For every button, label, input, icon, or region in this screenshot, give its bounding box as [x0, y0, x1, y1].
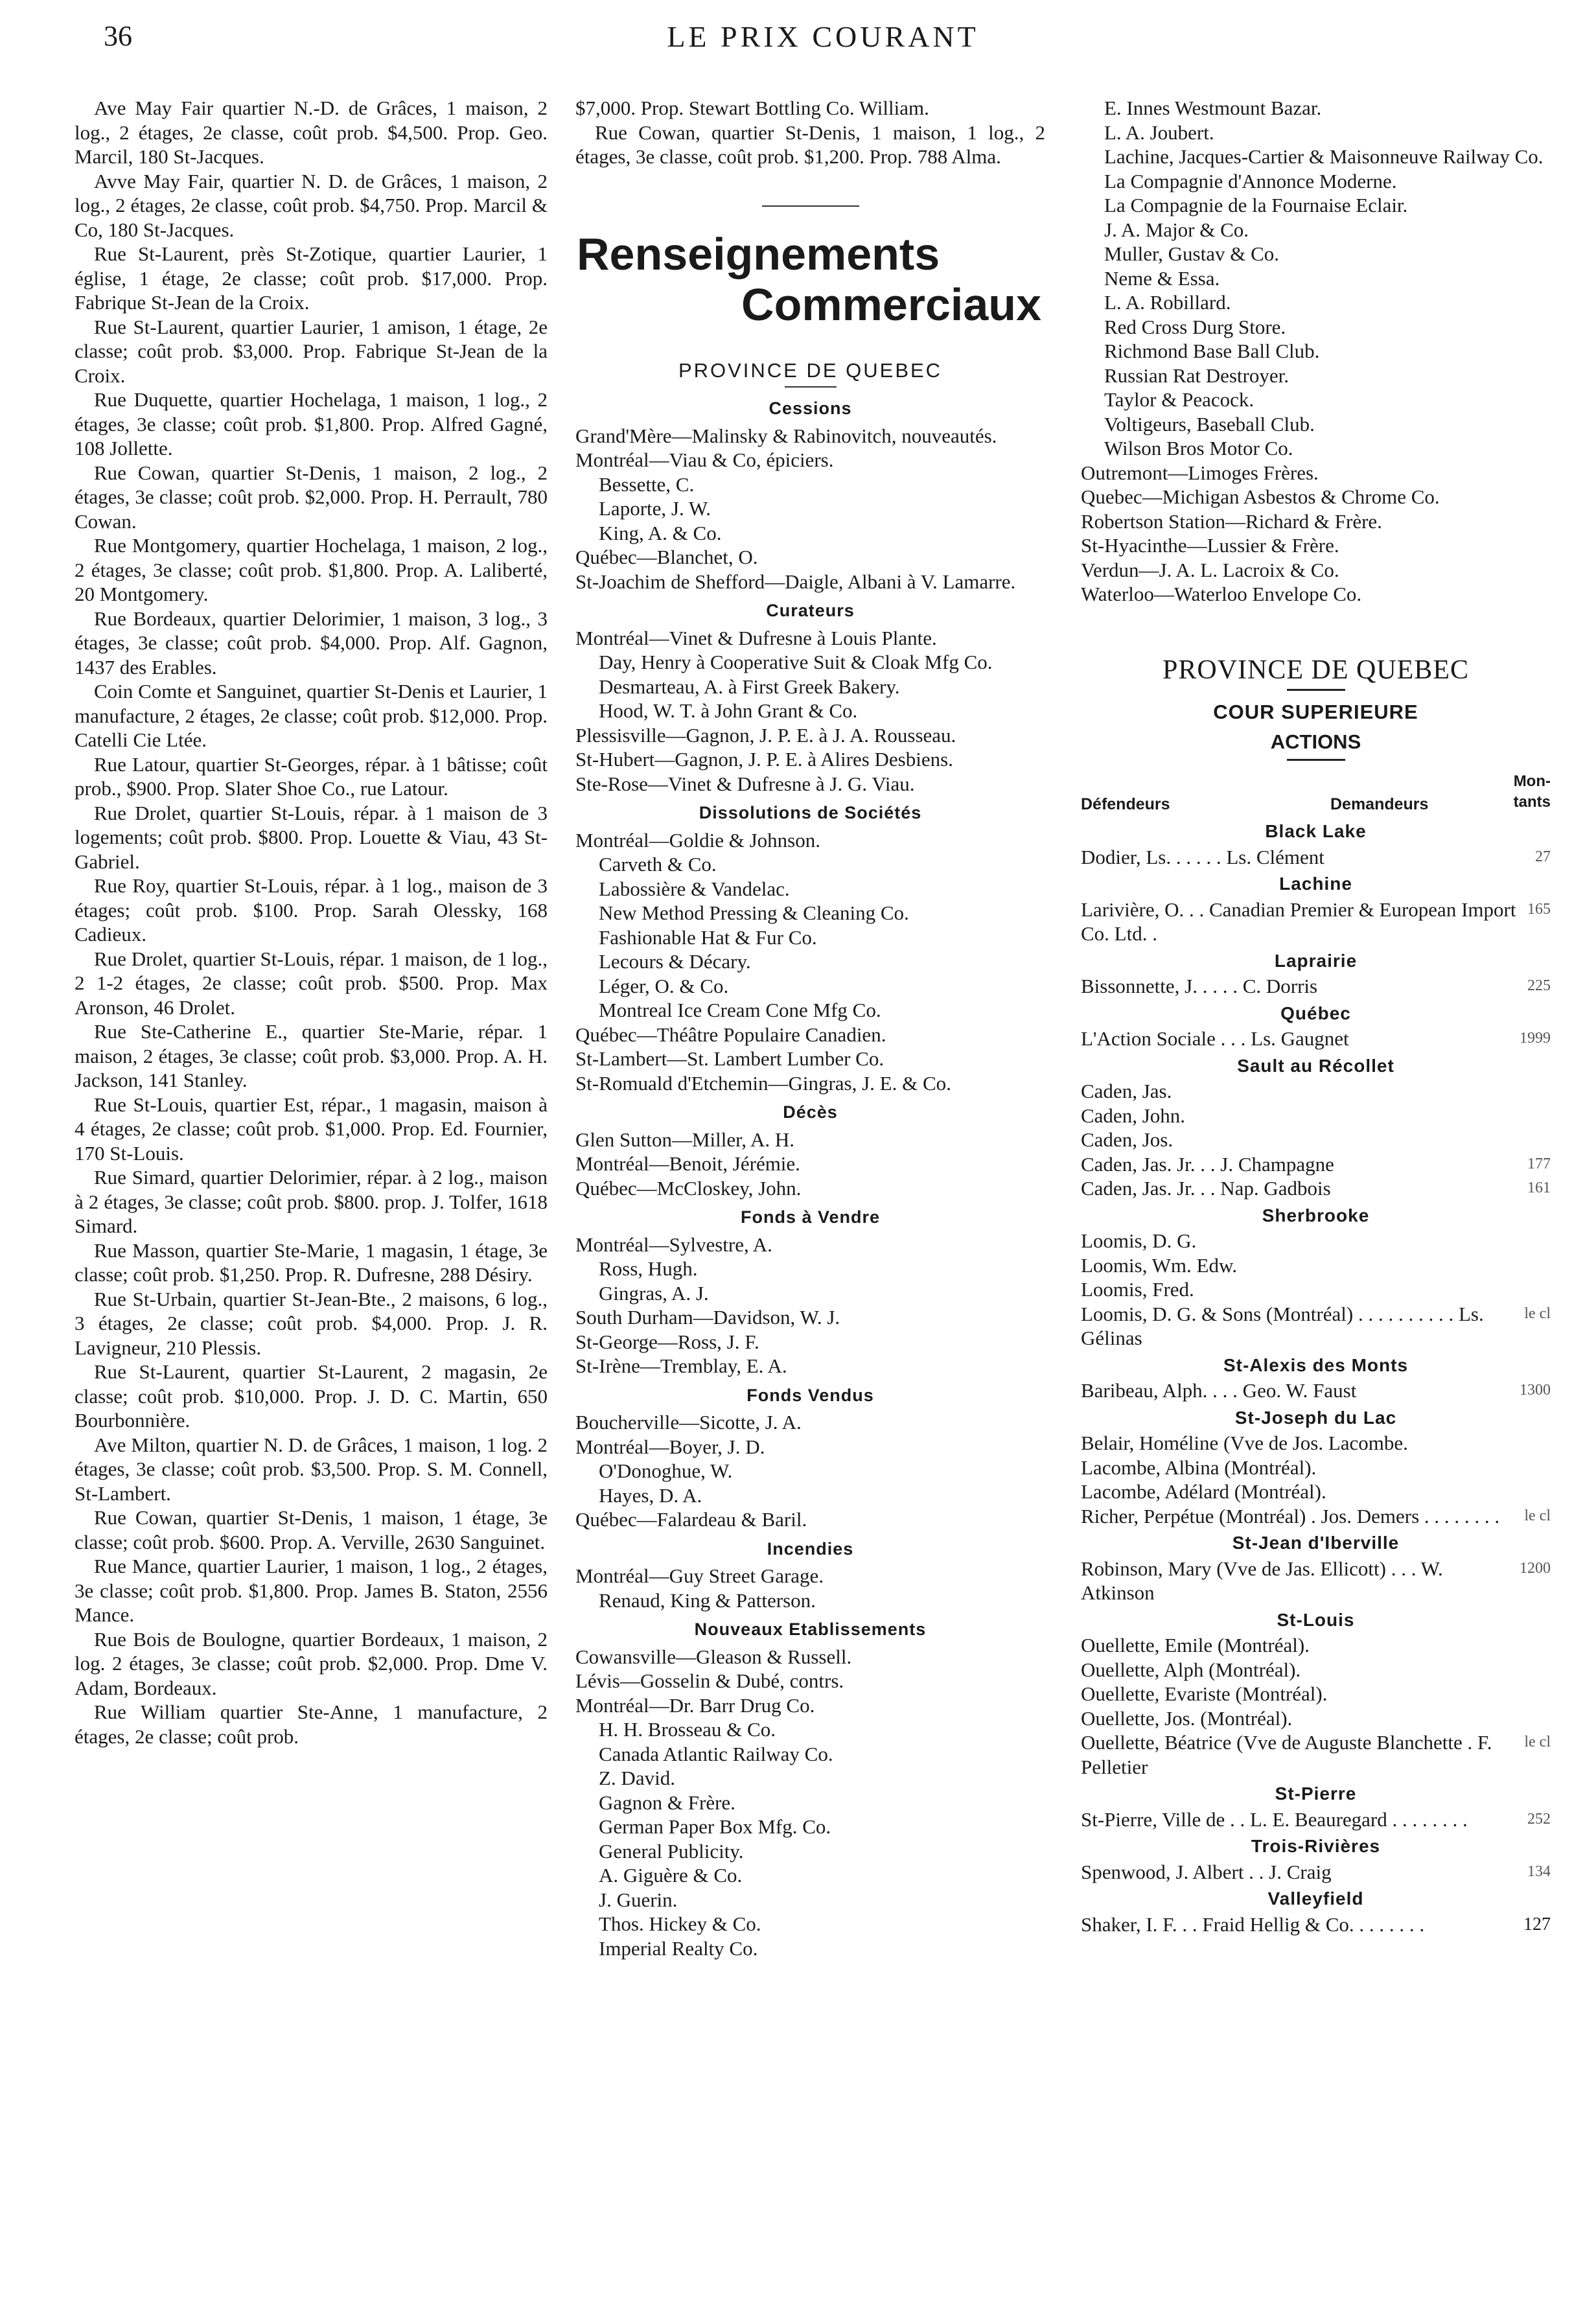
action-row	[1081, 1104, 1551, 1128]
notice-entry: Montréal—Benoit, Jérémie.	[575, 1152, 800, 1175]
permit-entry: Rue St-Laurent, quartier St-Laurent, 2 magasin, 2e classe; coût prob. $10,000. Prop. J. D. C. Martin, 650 Bourbonnière.	[75, 1360, 548, 1432]
permit-entry: Rue St-Louis, quartier Est, répar., 1 magasin, maison à 4 étages, 2e classe; coût prob. $1,000. Prop. Ed. Fournier, 170 St-Louis.	[75, 1093, 548, 1165]
notice-entry: Montréal—Dr. Barr Drug Co.	[575, 1693, 815, 1717]
action-parties: Belair, Homéline (Vve de Jos. Lacombe.	[1081, 1432, 1408, 1454]
notice-entry: Z. David.	[599, 1767, 675, 1789]
action-row	[1081, 1658, 1551, 1682]
notice-entry: Grand'Mère—Malinsky & Rabinovitch, nouveautés.	[575, 424, 997, 447]
category-heading: Nouveaux Etablissements	[694, 1620, 927, 1639]
action-parties: St-Pierre, Ville de . . L. E. Beauregard . . . . . . . .	[1081, 1807, 1468, 1831]
notice-entry: Montreal Ice Cream Cone Mfg Co.	[599, 999, 881, 1021]
permit-entry: Rue St-Laurent, quartier Laurier, 1 amison, 1 étage, 2e classe; coût prob. $3,000. Prop. Fabrique St-Jean de la Croix.	[75, 315, 548, 387]
permit-entry: Rue Ste-Catherine E., quartier Ste-Marie, répar. 1 maison, 2 étages, 3e classe; coût prob. $3,000. Prop. A. H. Jackson, 141 Stanley.	[75, 1020, 548, 1091]
notice-entry: Gingras, A. J.	[599, 1281, 709, 1305]
action-row	[1081, 1229, 1551, 1253]
notice-entry: Plessisville—Gagnon, J. P. E. à J. A. Rousseau.	[575, 723, 956, 747]
col-amounts: Mon- tants	[1513, 772, 1551, 811]
province-rule	[1287, 689, 1345, 691]
action-amount: 177	[1527, 1155, 1551, 1172]
permit-entry: Ave Milton, quartier N. D. de Grâces, 1 maison, 1 log. 2 étages, 3e classe; coût prob. $3,500. Prop. S. M. Connell, St-Lambert.	[75, 1433, 548, 1505]
actions-table-header	[1081, 771, 1551, 817]
place-heading: St-Pierre	[1275, 1783, 1357, 1804]
permit-entry: Rue St-Laurent, près St-Zotique, quartier Laurier, 1 église, 1 étage, 2e classe; coût prob. $17,000. Prop. Fabrique St-Jean de la Croix.	[75, 242, 548, 314]
permit-entry: Rue Cowan, quartier St-Denis, 1 maison, 1 étage, 3e classe; coût prob. $600. Prop. A. Verville, 2630 Sanguinet.	[75, 1506, 548, 1553]
notice-entry: Ste-Rose—Vinet & Dufresne à J. G. Viau.	[575, 772, 915, 795]
notice-entry: St-Hubert—Gagnon, J. P. E. à Alires Desbiens.	[575, 748, 953, 771]
permit-entry: Rue Cowan, quartier St-Denis, 1 maison, 2 log., 2 étages, 3e classe; coût prob. $2,000. Prop. H. Perrault, 780 Cowan.	[75, 461, 548, 533]
notice-entry: New Method Pressing & Cleaning Co.	[599, 901, 909, 924]
notice-entry: Taylor & Peacock.	[1104, 388, 1255, 411]
place-heading: Valleyfield	[1267, 1888, 1364, 1909]
commercial-sections	[575, 397, 1045, 1960]
permit-entry: Rue Bordeaux, quartier Delorimier, 1 maison, 3 log., 3 étages, 3e classe; coût prob. $4,000. Prop. Alf. Gagnon, 1437 des Erables.	[75, 607, 548, 679]
notice-entry: L. A. Joubert.	[1104, 121, 1214, 144]
notice-entry: Waterloo—Waterloo Envelope Co.	[1081, 583, 1362, 605]
category-heading: Fonds Vendus	[746, 1385, 874, 1405]
action-amount: le cl	[1524, 1305, 1551, 1322]
place-heading: St-Alexis des Monts	[1223, 1354, 1409, 1375]
notice-entry: Bessette, C.	[599, 472, 695, 496]
permit-entry: Rue William quartier Ste-Anne, 1 manufacture, 2 étages, 2e classe; coût prob.	[75, 1701, 548, 1748]
permit-entry: Rue Latour, quartier St-Georges, répar. à 1 bâtisse; coût prob., $900. Prop. Slater Shoe Co., rue Latour.	[75, 752, 548, 800]
place-heading: Sherbrooke	[1262, 1205, 1370, 1225]
notice-entry: J. A. Major & Co.	[1104, 218, 1249, 241]
notice-entry: La Compagnie de la Fournaise Eclair.	[1104, 194, 1408, 216]
permit-entry: Coin Comte et Sanguinet, quartier St-Denis et Laurier, 1 manufacture, 2 étages, 2e classe; coût prob. $12,000. Prop. Catelli Cie Ltée.	[75, 680, 548, 751]
action-parties: Baribeau, Alph. . . . Geo. W. Faust	[1081, 1379, 1357, 1402]
notice-entry: Québec—Blanchet, O.	[575, 546, 758, 568]
permit-entry: Rue Masson, quartier Ste-Marie, 1 magasin, 1 étage, 3e classe; coût prob. $1,250. Prop. R. Dufresne, 288 Désiry.	[75, 1238, 548, 1286]
action-amount: 1200	[1520, 1559, 1551, 1577]
action-row	[1081, 1302, 1551, 1351]
place-heading: Laprairie	[1274, 950, 1358, 971]
notice-entry: Thos. Hickey & Co.	[599, 1912, 761, 1935]
notice-entry: Labossière & Vandelac.	[599, 877, 790, 900]
action-row	[1081, 1378, 1551, 1403]
actions-heading: ACTIONS	[1270, 730, 1361, 753]
place-heading: St-Joseph du Lac	[1234, 1407, 1397, 1428]
place-heading: Black Lake	[1265, 821, 1367, 841]
action-amount: 1300	[1520, 1382, 1551, 1399]
action-row	[1081, 1480, 1551, 1504]
action-parties: Lacombe, Albina (Montréal).	[1081, 1456, 1317, 1479]
action-parties: Spenwood, J. Albert . . J. Craig	[1081, 1860, 1332, 1883]
permit-entry: Rue Roy, quartier St-Louis, répar. à 1 log., maison de 3 étages; coût prob. $100. Prop. Sarah Olessky, 168 Cadieux.	[75, 874, 548, 946]
category-heading: Fonds à Vendre	[740, 1207, 881, 1227]
action-amount: le cl	[1524, 1734, 1551, 1750]
action-parties: Bissonnette, J. . . . . C. Dorris	[1081, 975, 1318, 997]
action-row	[1081, 1706, 1551, 1731]
notice-entry: Québec—Théâtre Populaire Canadien.	[575, 1023, 886, 1046]
continued-entry: Rue Cowan, quartier St-Denis, 1 maison, 1 log., 2 étages, 3e classe, coût prob. $1,200. Prop. 788 Alma.	[575, 121, 1045, 168]
action-row	[1081, 1277, 1551, 1302]
notice-entry: Desmarteau, A. à First Greek Bakery.	[599, 675, 900, 698]
notice-entry: Montréal—Guy Street Garage.	[575, 1564, 824, 1587]
action-row	[1081, 1128, 1551, 1152]
notice-entry: Laporte, J. W.	[599, 497, 711, 520]
action-parties: Ouellette, Emile (Montréal).	[1081, 1634, 1310, 1656]
notice-entry: Glen Sutton—Miller, A. H.	[575, 1128, 795, 1151]
notice-entry: Imperial Realty Co.	[599, 1936, 758, 1960]
action-parties: Caden, John.	[1081, 1104, 1186, 1127]
notice-entry: Canada Atlantic Railway Co.	[599, 1742, 833, 1765]
action-row	[1081, 845, 1551, 870]
action-amount: 165	[1527, 900, 1551, 918]
category-heading: Décès	[783, 1102, 838, 1122]
section-divider	[762, 205, 859, 207]
commercial-info-column	[575, 96, 1045, 1960]
building-permits-column	[75, 96, 548, 1748]
notice-entry: Day, Henry à Cooperative Suit & Cloak Mfg Co.	[599, 651, 993, 673]
action-parties: Caden, Jas.	[1081, 1080, 1172, 1102]
action-row	[1081, 1176, 1551, 1201]
notice-entry: Richmond Base Ball Club.	[1104, 340, 1320, 362]
notice-entry: Léger, O. & Co.	[599, 974, 729, 997]
col-plaintiffs: Demandeurs	[1330, 795, 1429, 813]
action-row	[1081, 1633, 1551, 1658]
court-heading: COUR SUPERIEURE	[1213, 701, 1418, 723]
notice-entry: St-Romuald d'Etchemin—Gingras, J. E. & Co.	[575, 1071, 951, 1095]
action-row	[1081, 1152, 1551, 1177]
notice-entry: Québec—Falardeau & Baril.	[575, 1508, 807, 1531]
notice-entry: Montréal—Boyer, J. D.	[575, 1435, 765, 1458]
notice-entry: Cowansville—Gleason & Russell.	[575, 1645, 852, 1668]
action-parties: Ouellette, Béatrice (Vve de Auguste Blanchette . F. Pelletier	[1081, 1731, 1492, 1778]
action-parties: Caden, Jas. Jr. . . Nap. Gadbois	[1081, 1177, 1331, 1200]
action-amount: 1999	[1520, 1030, 1551, 1047]
action-amount: 225	[1527, 977, 1551, 994]
notice-entry: Verdun—J. A. L. Lacroix & Co.	[1081, 558, 1339, 581]
category-heading: Curateurs	[766, 601, 855, 620]
notice-entry: Lachine, Jacques-Cartier & Maisonneuve Railway Co.	[1104, 145, 1544, 168]
actions-rule	[1287, 759, 1345, 761]
action-parties: L'Action Sociale . . . Ls. Gaugnet	[1081, 1027, 1349, 1050]
section-title-line1: Renseignements	[577, 228, 940, 279]
place-heading: Lachine	[1279, 874, 1352, 894]
notice-entry: Fashionable Hat & Fur Co.	[599, 925, 817, 949]
action-parties: Shaker, I. F. . . Fraid Hellig & Co. . . . . . . .	[1081, 1912, 1425, 1936]
action-parties: Ouellette, Alph (Montréal).	[1081, 1658, 1301, 1681]
notice-entry: Hayes, D. A.	[599, 1483, 702, 1507]
notice-entry: La Compagnie d'Annonce Moderne.	[1104, 169, 1397, 192]
permit-entry: Rue Duquette, quartier Hochelaga, 1 maison, 1 log., 2 étages, 3e classe; coût prob. $1,800. Prop. Alfred Gagné, 108 Jollette.	[75, 388, 548, 459]
notice-entry: King, A. & Co.	[599, 521, 722, 544]
category-heading: Incendies	[767, 1539, 854, 1559]
notice-entry: South Durham—Davidson, W. J.	[575, 1306, 840, 1329]
action-amount: 27	[1535, 848, 1551, 865]
action-parties: Richer, Perpétue (Montréal) . Jos. Demers . . . . . . . .	[1081, 1504, 1500, 1527]
action-parties: Lacombe, Adélard (Montréal).	[1081, 1480, 1326, 1503]
notice-entry: Québec—McCloskey, John.	[575, 1176, 802, 1200]
action-row	[1081, 1504, 1551, 1529]
notice-entry: Boucherville—Sicotte, J. A.	[575, 1411, 802, 1434]
notice-entry: O'Donoghue, W.	[599, 1459, 733, 1482]
notice-entry: St-Hyacinthe—Lussier & Frère.	[1081, 534, 1339, 557]
permit-entry: Rue Montgomery, quartier Hochelaga, 1 maison, 2 log., 2 étages, 3e classe; coût prob. $1,800. Prop. A. Laliberté, 20 Montgomery.	[75, 534, 548, 605]
page-header	[97, 19, 1549, 65]
notice-entry: Carveth & Co.	[599, 853, 717, 876]
new-businesses-continued	[1081, 96, 1551, 607]
notice-entry: Wilson Bros Motor Co.	[1104, 437, 1293, 459]
permit-entry: Rue Simard, quartier Delorimier, répar. à 2 log., maison à 2 étages, 3e classe; coût prob. $800. prop. J. Tolfer, 1618 Simard.	[75, 1166, 548, 1237]
continued-entry: $7,000. Prop. Stewart Bottling Co. William.	[575, 97, 929, 119]
province-heading: PROVINCE DE QUEBEC	[1162, 655, 1469, 685]
notice-entry: Montréal—Goldie & Johnson.	[575, 828, 820, 852]
notice-entry: Lévis—Gosselin & Dubé, contrs.	[575, 1669, 844, 1692]
action-row	[1081, 1431, 1551, 1456]
notice-entry: St-George—Ross, J. F.	[575, 1330, 759, 1353]
section-title	[575, 229, 1045, 330]
place-heading: St-Jean d'Iberville	[1232, 1533, 1400, 1553]
permit-entry: Rue Drolet, quartier St-Louis, répar. 1 maison, de 1 log., 2 1-2 étages, 2e classe; coût prob. $500. Prop. Max Aronson, 46 Drolet.	[75, 947, 548, 1019]
permit-entry: Ave May Fair quartier N.-D. de Grâces, 1 maison, 2 log., 2 étages, 2e classe, coût prob. $4,500. Prop. Geo. Marcil, 180 St-Jacques.	[75, 97, 548, 168]
action-parties: Loomis, D. G. & Sons (Montréal) . . . . . . . . . . Ls. Gélinas	[1081, 1302, 1484, 1349]
notice-entry: Gagnon & Frère.	[599, 1791, 735, 1814]
col-defendants: Défendeurs	[1081, 795, 1170, 813]
action-row	[1081, 1027, 1551, 1051]
place-heading: Québec	[1280, 1003, 1351, 1023]
action-row	[1081, 1253, 1551, 1278]
permit-entry: Rue Bois de Boulogne, quartier Bordeaux, 1 maison, 2 log. 2 étages, 3e classe; coût prob. $2,000. Prop. Dme V. Adam, Bordeaux.	[75, 1627, 548, 1699]
action-amount: 252	[1527, 1810, 1551, 1828]
notice-entry: Montréal—Viau & Co, épiciers.	[575, 448, 834, 471]
action-row	[1081, 1557, 1551, 1605]
court-actions-column	[1081, 96, 1551, 1936]
action-parties: Loomis, Wm. Edw.	[1081, 1253, 1238, 1277]
action-parties: Caden, Jos.	[1081, 1128, 1174, 1151]
action-parties: Larivière, O. . . Canadian Premier & European Import Co. Ltd. .	[1081, 898, 1516, 945]
notice-entry: St-Joachim de Shefford—Daigle, Albani à V. Lamarre.	[575, 570, 1016, 593]
notice-entry: St-Lambert—St. Lambert Lumber Co.	[575, 1047, 885, 1070]
action-amount: le cl	[1524, 1507, 1551, 1524]
action-row	[1081, 1912, 1551, 1937]
action-parties: Ouellette, Evariste (Montréal).	[1081, 1682, 1328, 1705]
notice-entry: Red Cross Durg Store.	[1104, 315, 1286, 338]
province-rule	[785, 386, 837, 388]
permit-entry: Rue Mance, quartier Laurier, 1 maison, 1 log., 2 étages, 3e classe; coût prob. $1,800. Prop. James B. Staton, 2556 Mance.	[75, 1555, 548, 1626]
notice-entry: Montréal—Sylvestre, A.	[575, 1233, 772, 1256]
notice-entry: Russian Rat Destroyer.	[1104, 364, 1289, 387]
notice-entry: Robertson Station—Richard & Frère.	[1081, 509, 1382, 533]
category-heading: Dissolutions de Sociétés	[699, 803, 922, 822]
notice-entry: Voltigeurs, Baseball Club.	[1104, 412, 1315, 435]
action-row	[1081, 1456, 1551, 1480]
page-number: 36	[104, 20, 132, 52]
notice-entry: Hood, W. T. à John Grant & Co.	[599, 699, 858, 722]
notice-entry: E. Innes Westmount Bazar.	[1104, 97, 1322, 119]
action-parties: Robinson, Mary (Vve de Jas. Ellicott) . . . W. Atkinson	[1081, 1557, 1443, 1604]
notice-entry: A. Giguère & Co.	[599, 1864, 743, 1887]
notice-entry: Montréal—Vinet & Dufresne à Louis Plante.	[575, 626, 937, 649]
action-amount: 134	[1527, 1863, 1551, 1880]
action-row	[1081, 1682, 1551, 1706]
actions-list	[1081, 819, 1551, 1936]
action-row	[1081, 1079, 1551, 1104]
notice-entry: German Paper Box Mfg. Co.	[599, 1815, 831, 1838]
notice-entry: L. A. Robillard.	[1104, 291, 1231, 314]
permit-entry: Avve May Fair, quartier N. D. de Grâces, 1 maison, 2 log., 2 étages, 2e classe, coût prob. $4,750. Prop. Marcil & Co, 180 St-Jacques.	[75, 169, 548, 241]
notice-entry: Outremont—Limoges Frères.	[1081, 461, 1319, 484]
notice-entry: Ross, Hugh.	[599, 1257, 698, 1280]
notice-entry: Quebec—Michigan Asbestos & Chrome Co.	[1081, 485, 1440, 508]
action-parties: Ouellette, Jos. (Montréal).	[1081, 1706, 1293, 1730]
place-heading: St-Louis	[1277, 1609, 1355, 1630]
action-parties: Loomis, Fred.	[1081, 1278, 1194, 1301]
notice-entry: J. Guerin.	[599, 1888, 678, 1911]
permit-entry: Rue St-Urbain, quartier St-Jean-Bte., 2 maisons, 6 log., 3 étages, 2e classe; coût prob. $4,000. Prop. J. R. Lavigneur, 210 Plessis.	[75, 1287, 548, 1359]
action-parties: Dodier, Ls. . . . . . Ls. Clément	[1081, 845, 1324, 868]
place-heading: Trois-Rivières	[1251, 1836, 1381, 1856]
action-row	[1081, 1860, 1551, 1885]
notice-entry: Lecours & Décary.	[599, 950, 751, 973]
notice-entry: H. H. Brosseau & Co.	[599, 1718, 776, 1741]
category-heading: Cessions	[769, 399, 852, 418]
notice-entry: St-Irène—Tremblay, E. A.	[575, 1354, 787, 1377]
action-amount: 127	[1523, 1914, 1551, 1934]
action-row	[1081, 1807, 1551, 1832]
running-title: LE PRIX COURANT	[667, 20, 979, 53]
place-heading: Sault au Récollet	[1237, 1055, 1394, 1076]
action-amount: 161	[1527, 1179, 1551, 1196]
action-parties: Caden, Jas. Jr. . . J. Champagne	[1081, 1152, 1334, 1176]
province-heading: PROVINCE DE QUEBEC	[678, 358, 943, 382]
notice-entry: General Publicity.	[599, 1839, 744, 1863]
notice-entry: Muller, Gustav & Co.	[1104, 242, 1279, 265]
notice-entry: Renaud, King & Patterson.	[599, 1588, 816, 1612]
action-row	[1081, 1730, 1551, 1779]
permit-entry: Rue Drolet, quartier St-Louis, répar. à 1 maison de 3 logements; coût prob. $800. Prop. Louette & Viau, 43 St-Gabriel.	[75, 801, 548, 873]
action-row	[1081, 974, 1551, 999]
section-title-line2: Commerciaux	[741, 279, 1041, 330]
notice-entry: Neme & Essa.	[1104, 266, 1220, 290]
action-parties: Loomis, D. G.	[1081, 1229, 1197, 1252]
action-row	[1081, 898, 1551, 946]
